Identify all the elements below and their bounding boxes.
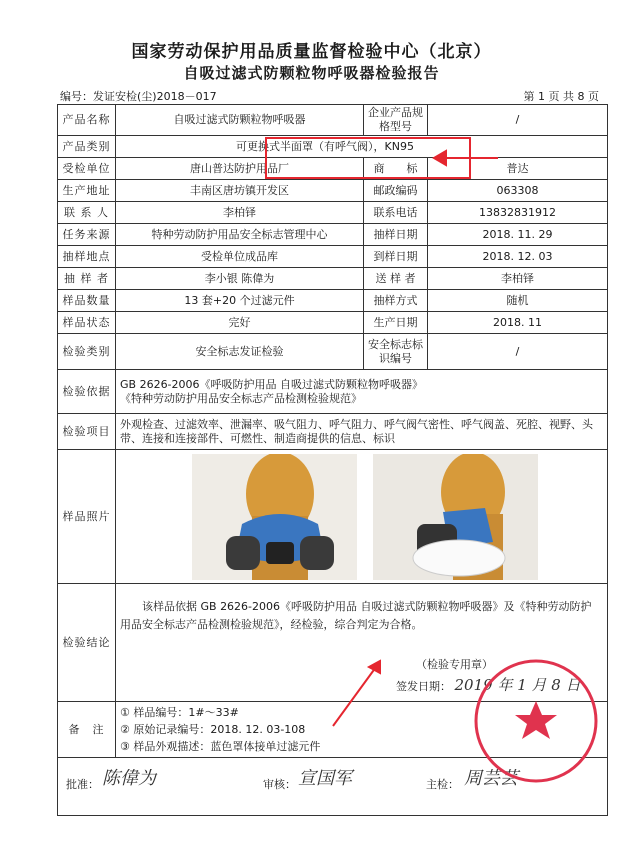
label: 样品状态	[58, 312, 116, 334]
label: 商 标	[364, 158, 428, 180]
label: 抽样地点	[58, 246, 116, 268]
arrow-head-icon	[369, 661, 380, 673]
inspect-signature: 周芸芸	[464, 768, 518, 789]
label: 生产地址	[58, 180, 116, 202]
label: 安全标志标识编号	[364, 334, 428, 370]
issue-date-label: 签发日期：	[396, 680, 451, 693]
label: 生产日期	[364, 312, 428, 334]
approve-signature: 陈偉为	[102, 768, 156, 789]
conclusion-text: 该样品依据 GB 2626-2006《呼吸防护用品 自吸过滤式防颗粒物呼吸器》及《特种劳动防护用品安全标志产品检测检验规范》，经检验，综合判定为合格。	[120, 600, 592, 631]
value: 受检单位成品库	[116, 246, 364, 268]
value: 2018. 11. 29	[428, 224, 608, 246]
label: 检验类别	[58, 334, 116, 370]
value: 特种劳动防护用品安全标志管理中心	[116, 224, 364, 246]
label: 备 注	[58, 702, 116, 758]
value: 丰南区唐坊镇开发区	[116, 180, 364, 202]
label: 任务来源	[58, 224, 116, 246]
value: 2018. 11	[428, 312, 608, 334]
report-title: 自吸过滤式防颗粒物呼吸器检验报告	[183, 64, 440, 82]
label: 检验依据	[58, 370, 116, 414]
basis-line-2: 《特种劳动防护用品安全标志产品检测检验规范》	[120, 391, 362, 405]
label: 送 样 者	[364, 268, 428, 290]
value: 完好	[116, 312, 364, 334]
value: 普达	[428, 158, 608, 180]
value: 063308	[428, 180, 608, 202]
value: 随机	[428, 290, 608, 312]
value: 13832831912	[428, 202, 608, 224]
label: 样品照片	[58, 450, 116, 584]
remark-2: ② 原始记录编号：2018. 12. 03-108	[120, 723, 306, 736]
value: 李柏铎	[116, 202, 364, 224]
label: 样品数量	[58, 290, 116, 312]
inspect-label: 主检：	[426, 778, 459, 791]
label: 企业产品规格型号	[364, 105, 428, 136]
review-label: 审核：	[263, 778, 296, 791]
value: 自吸过滤式防颗粒物呼吸器	[116, 105, 364, 136]
value: 李小银 陈偉为	[116, 268, 364, 290]
label: 产品名称	[58, 105, 116, 136]
report-number: 编号：发证安检(尘)2018－017	[60, 90, 217, 103]
items-value: 外观检查、过滤效率、泄漏率、吸气阻力、呼气阻力、呼气阀气密性、呼气阀盖、死腔、视野、头带、连接和连接部件、可燃性、制造商提供的信息、标识	[116, 414, 608, 450]
label: 检验项目	[58, 414, 116, 450]
report-org-title: 国家劳动保护用品质量监督检验中心（北京）	[131, 42, 492, 62]
review-signature: 宣国军	[298, 768, 352, 789]
remark-3: ③ 样品外观描述：蓝色罩体接单过滤元件	[120, 740, 321, 753]
inspection-seal	[472, 657, 600, 785]
value: 唐山普达防护用品厂	[116, 158, 364, 180]
approve-label: 批准：	[66, 778, 99, 791]
label: 到样日期	[364, 246, 428, 268]
remark-1: ① 样品编号：1#～33#	[120, 706, 239, 719]
label: 抽样日期	[364, 224, 428, 246]
basis-line-1: GB 2626-2006《呼吸防护用品 自吸过滤式防颗粒物呼吸器》	[120, 377, 424, 391]
arrow-head-icon	[434, 151, 446, 165]
label: 联系电话	[364, 202, 428, 224]
label: 联 系 人	[58, 202, 116, 224]
label: 抽样方式	[364, 290, 428, 312]
label: 抽 样 者	[58, 268, 116, 290]
value: 2018. 12. 03	[428, 246, 608, 268]
value: 可更换式半面罩（有呼气阀），KN95	[116, 136, 608, 158]
value: 李柏铎	[428, 268, 608, 290]
value: /	[428, 105, 608, 136]
value: 13 套+20 个过滤元件	[116, 290, 364, 312]
stamp-note: （检验专用章）	[416, 658, 493, 671]
label: 受检单位	[58, 158, 116, 180]
arrow-to-conclusion	[333, 667, 376, 726]
label: 检验结论	[58, 584, 116, 702]
issue-date-value: 2019 年 1 月 8 日	[454, 676, 581, 694]
label: 产品类别	[58, 136, 116, 158]
label: 邮政编码	[364, 180, 428, 202]
page-info: 第 1 页 共 8 页	[523, 90, 599, 103]
value: /	[428, 334, 608, 370]
value: 安全标志发证检验	[116, 334, 364, 370]
